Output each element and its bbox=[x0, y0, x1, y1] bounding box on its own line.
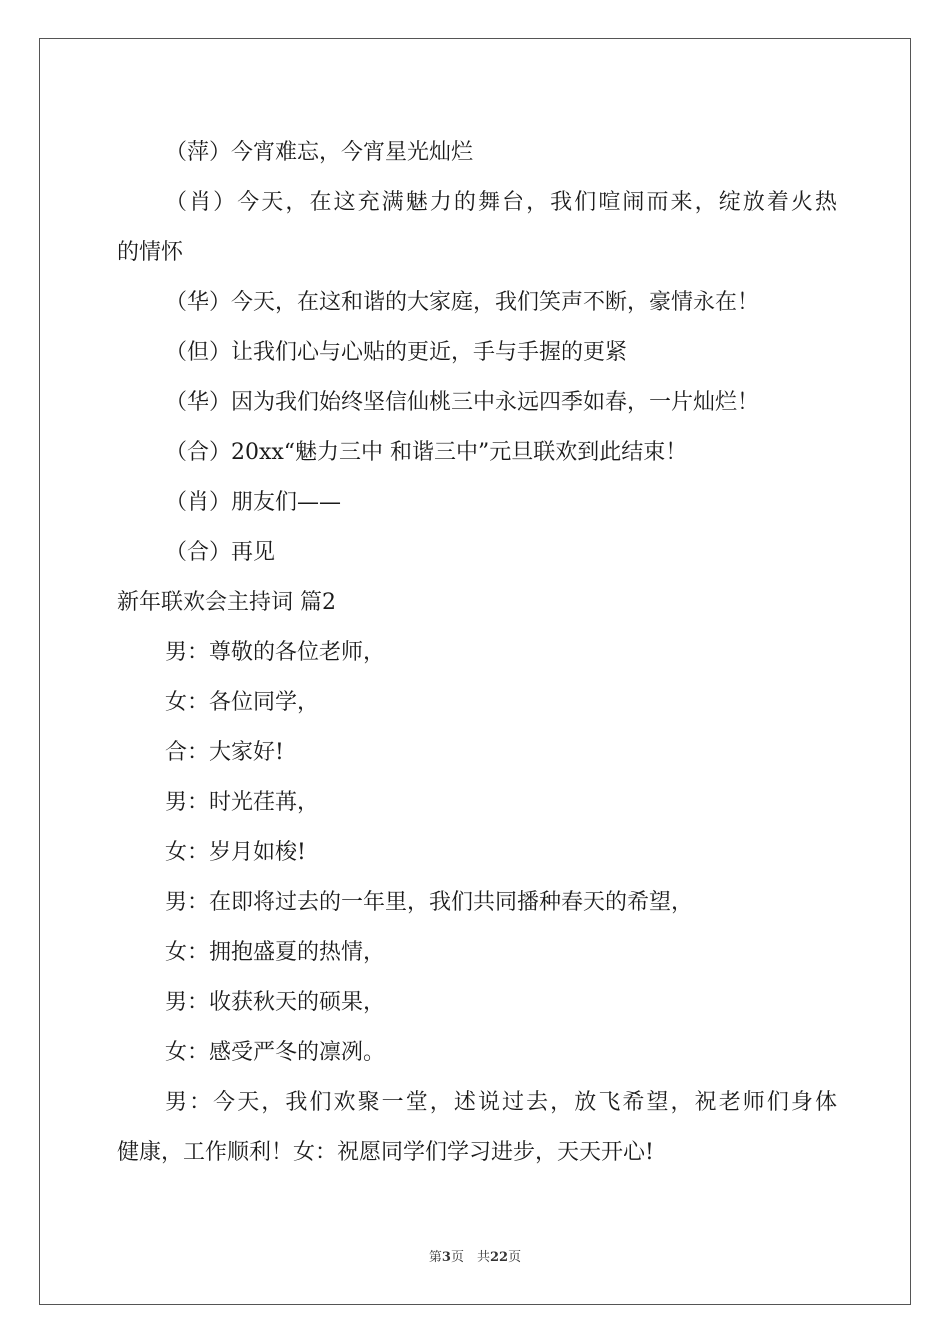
text-line: （肖）朋友们—— bbox=[165, 490, 342, 515]
total-pages-number: 22 bbox=[489, 1250, 509, 1265]
text-line: 的情怀 bbox=[117, 240, 184, 265]
text-line: 男：今天，我们欢聚一堂，述说过去，放飞希望，祝老师们身体 bbox=[165, 1090, 837, 1115]
section-heading: 新年联欢会主持词 篇2 bbox=[117, 590, 336, 615]
text-line: （但）让我们心与心贴的更近，手与手握的更紧 bbox=[165, 340, 628, 365]
text-line: 合：大家好! bbox=[165, 740, 284, 765]
text-line: 健康，工作顺利！女：祝愿同学们学习进步，天天开心! bbox=[117, 1140, 654, 1165]
text-line: （合）20xx“魅力三中 和谐三中”元旦联欢到此结束！ bbox=[165, 440, 688, 465]
text-line: （肖）今天，在这充满魅力的舞台，我们喧闹而来，绽放着火热 bbox=[165, 190, 837, 215]
text-line: 女：拥抱盛夏的热情， bbox=[165, 940, 386, 965]
text-line: 男：时光荏苒， bbox=[165, 790, 320, 815]
page-label-mid: 页 共 bbox=[450, 1250, 490, 1265]
text-line: （华）今天，在这和谐的大家庭，我们笑声不断，豪情永在！ bbox=[165, 290, 760, 315]
text-line: 男：在即将过去的一年里，我们共同播种春天的希望， bbox=[165, 890, 694, 915]
page-label-suffix: 页 bbox=[508, 1250, 522, 1265]
page-label-prefix: 第 bbox=[428, 1250, 442, 1265]
current-page-number: 3 bbox=[441, 1250, 451, 1265]
text-line: （华）因为我们始终坚信仙桃三中永远四季如春，一片灿烂！ bbox=[165, 390, 760, 415]
text-line: 女：岁月如梭! bbox=[165, 840, 306, 865]
document-body bbox=[117, 128, 837, 1178]
text-line: 男：收获秋天的硕果， bbox=[165, 990, 386, 1015]
text-line: （合）再见 bbox=[165, 540, 276, 565]
page-footer bbox=[0, 1246, 950, 1265]
text-line: （萍）今宵难忘，今宵星光灿烂 bbox=[165, 140, 474, 165]
text-line: 女：感受严冬的凛冽。 bbox=[165, 1040, 386, 1065]
text-line: 男：尊敬的各位老师， bbox=[165, 640, 386, 665]
text-line: 女：各位同学， bbox=[165, 690, 320, 715]
